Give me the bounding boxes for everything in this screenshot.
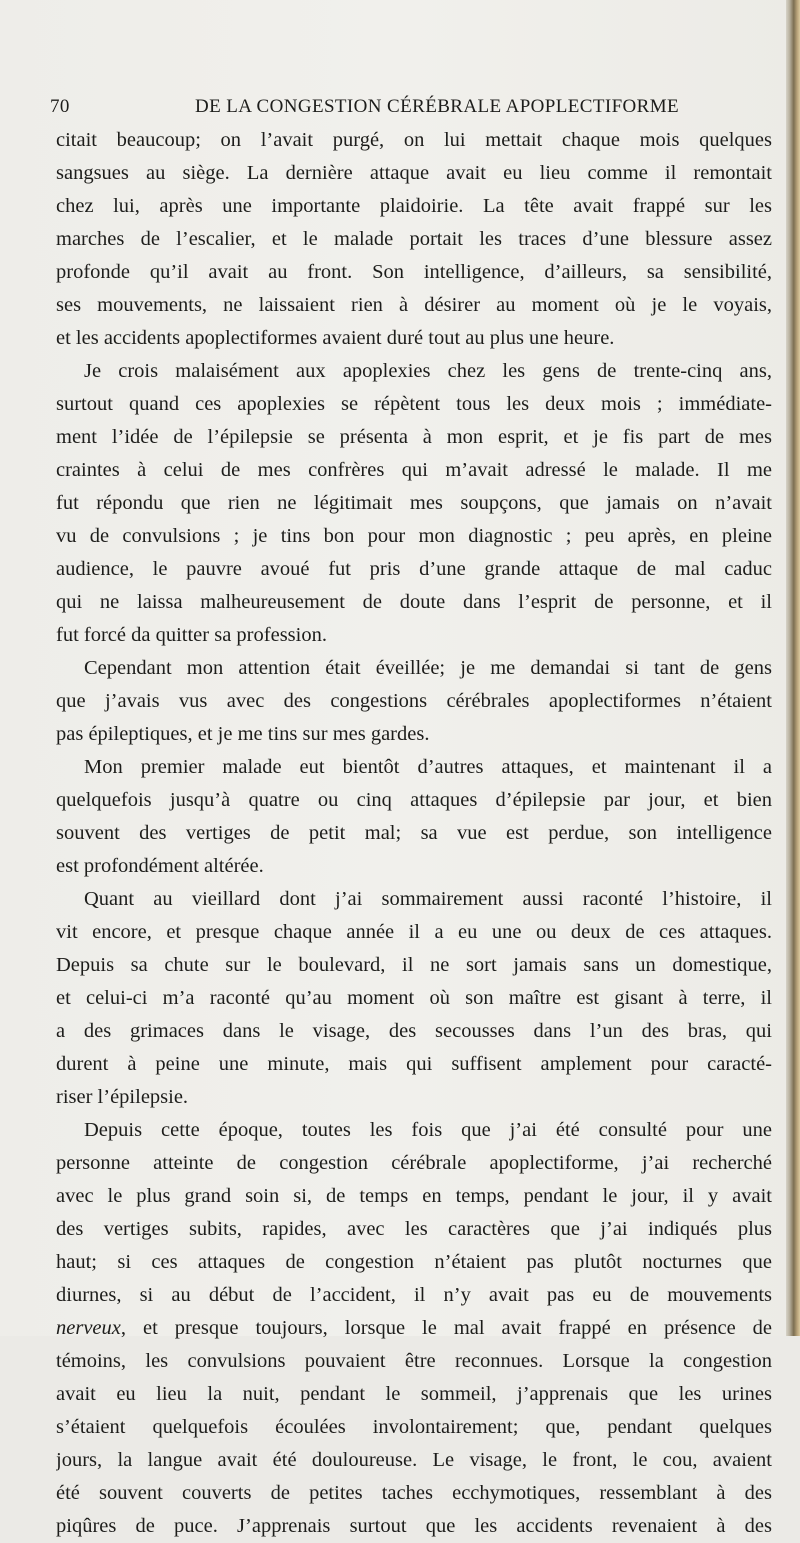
text-line: riser l’épilepsie.	[56, 1086, 189, 1108]
text-line: surtout quand ces apoplexies se répètent tous les deux mois ; immédiate-	[56, 393, 772, 415]
text-line: craintes à celui de mes confrères qui m’avait adressé le malade. Il me	[56, 459, 772, 481]
text-line: que j’avais vus avec des congestions cérébrales apoplectiformes n’étaient	[56, 690, 772, 712]
text-line: Quant au vieillard dont j’ai sommairement aussi raconté l’histoire, il	[84, 888, 772, 910]
running-title: DE LA CONGESTION CÉRÉBRALE APOPLECTIFORME	[195, 96, 680, 117]
text-line: marches de l’escalier, et le malade portait les traces d’une blessure assez	[56, 228, 772, 250]
text-line: haut; si ces attaques de congestion n’étaient pas plutôt nocturnes que	[56, 1251, 772, 1273]
text-line: durent à peine une minute, mais qui suffisent amplement pour caracté-	[56, 1053, 772, 1075]
text-line: citait beaucoup; on l’avait purgé, on lui mettait chaque mois quelques	[56, 129, 772, 151]
text-line: vu de convulsions ; je tins bon pour mon diagnostic ; peu après, en pleine	[56, 525, 772, 547]
italic-word: nerveux	[56, 1317, 121, 1339]
text-line: souvent des vertiges de petit mal; sa vue est perdue, son intelligence	[56, 822, 772, 844]
text-line: profonde qu’il avait au front. Son intelligence, d’ailleurs, sa sensibilité,	[56, 261, 772, 283]
text-line: Mon premier malade eut bientôt d’autres attaques, et maintenant il a	[84, 756, 772, 778]
text-line: qui ne laissa malheureusement de doute dans l’esprit de personne, et il	[56, 591, 772, 613]
text-line: nerveux, et presque toujours, lorsque le mal avait frappé en présence de	[56, 1317, 772, 1339]
text-line: sangsues au siège. La dernière attaque avait eu lieu comme il remontait	[56, 162, 772, 184]
text-line: pas épileptiques, et je me tins sur mes gardes.	[56, 723, 430, 745]
text-line: piqûres de puce. J’apprenais surtout que les accidents revenaient à des	[56, 1515, 772, 1537]
page-number: 70	[50, 96, 70, 117]
text-line: quelquefois jusqu’à quatre ou cinq attaques d’épilepsie par jour, et bien	[56, 789, 772, 811]
text-line: jours, la langue avait été douloureuse. Le visage, le front, le cou, avaient	[56, 1449, 772, 1471]
text-line: diurnes, si au début de l’accident, il n’y avait pas eu de mouvements	[56, 1284, 772, 1306]
text-line: ment l’idée de l’épilepsie se présenta à mon esprit, et je fis part de mes	[56, 426, 772, 448]
text-line: s’étaient quelquefois écoulées involontairement; que, pendant quelques	[56, 1416, 772, 1438]
text-line: fut forcé da quitter sa profession.	[56, 624, 327, 646]
text-line: des vertiges subits, rapides, avec les caractères que j’ai indiqués plus	[56, 1218, 772, 1240]
text-line: a des grimaces dans le visage, des secousses dans l’un des bras, qui	[56, 1020, 772, 1042]
text-line: personne atteinte de congestion cérébrale apoplectiforme, j’ai recherché	[56, 1152, 772, 1174]
text-line: et celui-ci m’a raconté qu’au moment où son maître est gisant à terre, il	[56, 987, 772, 1009]
text-line: Cependant mon attention était éveillée; je me demandai si tant de gens	[84, 657, 772, 679]
body-text	[56, 124, 772, 1543]
text-line: et les accidents apoplectiformes avaient duré tout au plus une heure.	[56, 327, 615, 349]
page-header	[50, 96, 700, 122]
text-line: témoins, les convulsions pouvaient être reconnues. Lorsque la congestion	[56, 1350, 772, 1372]
text-line: Depuis cette époque, toutes les fois que j’ai été consulté pour une	[84, 1119, 772, 1141]
text-line: ses mouvements, ne laissaient rien à désirer au moment où je le voyais,	[56, 294, 772, 316]
text-line: chez lui, après une importante plaidoirie. La tête avait frappé sur les	[56, 195, 772, 217]
text-line: Depuis sa chute sur le boulevard, il ne sort jamais sans un domestique,	[56, 954, 772, 976]
text-line: est profondément altérée.	[56, 855, 264, 877]
text-line: vit encore, et presque chaque année il a eu une ou deux de ces attaques.	[56, 921, 772, 943]
text-line: avait eu lieu la nuit, pendant le sommeil, j’apprenais que les urines	[56, 1383, 772, 1405]
text-line: avec le plus grand soin si, de temps en temps, pendant le jour, il y avait	[56, 1185, 772, 1207]
text-line: été souvent couverts de petites taches ecchymotiques, ressemblant à des	[56, 1482, 772, 1504]
text-line: Je crois malaisément aux apoplexies chez les gens de trente-cinq ans,	[84, 360, 772, 382]
book-spine-edge	[786, 0, 800, 1336]
text-line: fut répondu que rien ne légitimait mes soupçons, que jamais on n’avait	[56, 492, 772, 514]
text-line: audience, le pauvre avoué fut pris d’une grande attaque de mal caduc	[56, 558, 772, 580]
